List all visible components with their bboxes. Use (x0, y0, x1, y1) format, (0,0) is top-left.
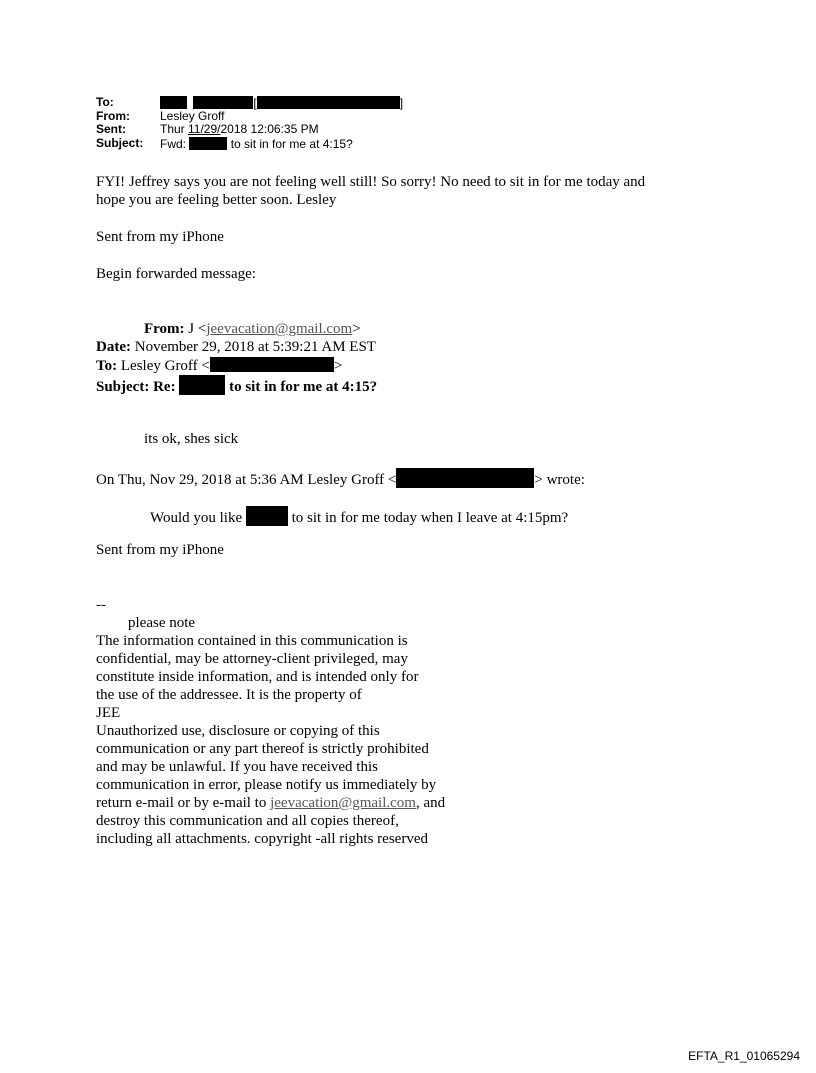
body-line-1: FYI! Jeffrey says you are not feeling well still! So sorry! No need to sit in for me today and (96, 174, 646, 190)
quote-end: to sit in for me today when I leave at 4:15pm? (291, 510, 569, 526)
disclaimer-email-line (96, 795, 445, 813)
fwd-date-label: Date: (96, 339, 131, 355)
bracket-close: ] (399, 96, 404, 110)
fwd-subject-row (96, 375, 377, 397)
fwd-subject-label: Subject: Re: (96, 379, 176, 395)
fwd-from-row (144, 321, 361, 339)
sent-date: 11/29/ (188, 122, 221, 136)
quote-intro-end: > wrote: (534, 472, 585, 488)
disclaimer-email-link[interactable]: jeevacation@gmail.com (270, 795, 416, 811)
fwd-to-label: To: (96, 358, 118, 374)
fwd-from-name: J < (184, 321, 207, 337)
fwd-from-label: From: (144, 321, 185, 337)
redaction-block (193, 96, 253, 109)
signature-2: Sent from my iPhone (96, 542, 224, 558)
redaction-block (396, 468, 534, 488)
redaction-block (160, 96, 187, 109)
sent-day: Thur (160, 122, 189, 136)
sent-value (160, 123, 319, 137)
quoted-message (150, 506, 568, 528)
fwd-date-row (96, 339, 376, 357)
disclaimer-line: JEE (96, 705, 121, 721)
redaction-block (179, 375, 225, 395)
reply-text: its ok, shes sick (144, 431, 239, 447)
disclaimer-line: the use of the addressee. It is the property of (96, 687, 362, 703)
disclaimer-line: destroy this communication and all copies thereof, (96, 813, 399, 829)
disclaimer-line: including all attachments. copyright -all rights reserved (96, 831, 428, 847)
sent-label: Sent: (96, 122, 126, 136)
sent-rest: 2018 12:06:35 PM (220, 122, 319, 136)
subject-value (160, 137, 353, 152)
subject-rest: to sit in for me at 4:15? (230, 136, 353, 151)
fwd-from-email-link[interactable]: jeevacation@gmail.com (206, 321, 353, 337)
quote-intro (96, 468, 585, 490)
redaction-block (210, 357, 334, 372)
signature-1: Sent from my iPhone (96, 229, 224, 245)
disclaimer-line: constitute inside information, and is intended only for (96, 669, 419, 685)
subject-prefix: Fwd: (160, 136, 187, 151)
quote-intro-start: On Thu, Nov 29, 2018 at 5:36 AM Lesley Groff < (96, 472, 397, 488)
fwd-to-value: Lesley Groff < (117, 358, 210, 374)
document-id: EFTA_R1_01065294 (688, 1049, 800, 1063)
quote-start: Would you like (150, 510, 243, 526)
fwd-subject-rest: to sit in for me at 4:15? (229, 379, 378, 395)
disclaimer-email-start: return e-mail or by e-mail to (96, 795, 271, 811)
disclaimer-line: confidential, may be attorney-client privileged, may (96, 651, 408, 667)
subject-label: Subject: (96, 135, 144, 150)
body-line-2: hope you are feeling better soon. Lesley (96, 192, 337, 208)
redaction-block (189, 137, 227, 150)
to-label: To: (96, 95, 114, 109)
disclaimer-dashes: -- (96, 597, 106, 613)
fwd-date-value: November 29, 2018 at 5:39:21 AM EST (130, 339, 376, 355)
disclaimer-line: communication or any part thereof is strictly prohibited (96, 741, 429, 757)
redaction-block (257, 96, 400, 109)
fwd-from-close: > (352, 321, 361, 337)
fwd-to-row (96, 357, 342, 376)
redaction-block (246, 506, 288, 526)
forward-intro: Begin forwarded message: (96, 266, 256, 282)
from-value: Lesley Groff (160, 108, 225, 123)
bracket-open: [ (253, 96, 257, 110)
disclaimer-email-end: , and (415, 795, 446, 811)
disclaimer-line: communication in error, please notify us immediately by (96, 777, 437, 793)
from-label: From: (96, 108, 130, 123)
disclaimer-note: please note (128, 615, 196, 631)
disclaimer-line: and may be unlawful. If you have received this (96, 759, 378, 775)
disclaimer-line: The information contained in this communication is (96, 633, 408, 649)
disclaimer-line: Unauthorized use, disclosure or copying of this (96, 723, 380, 739)
fwd-to-close: > (333, 358, 343, 374)
